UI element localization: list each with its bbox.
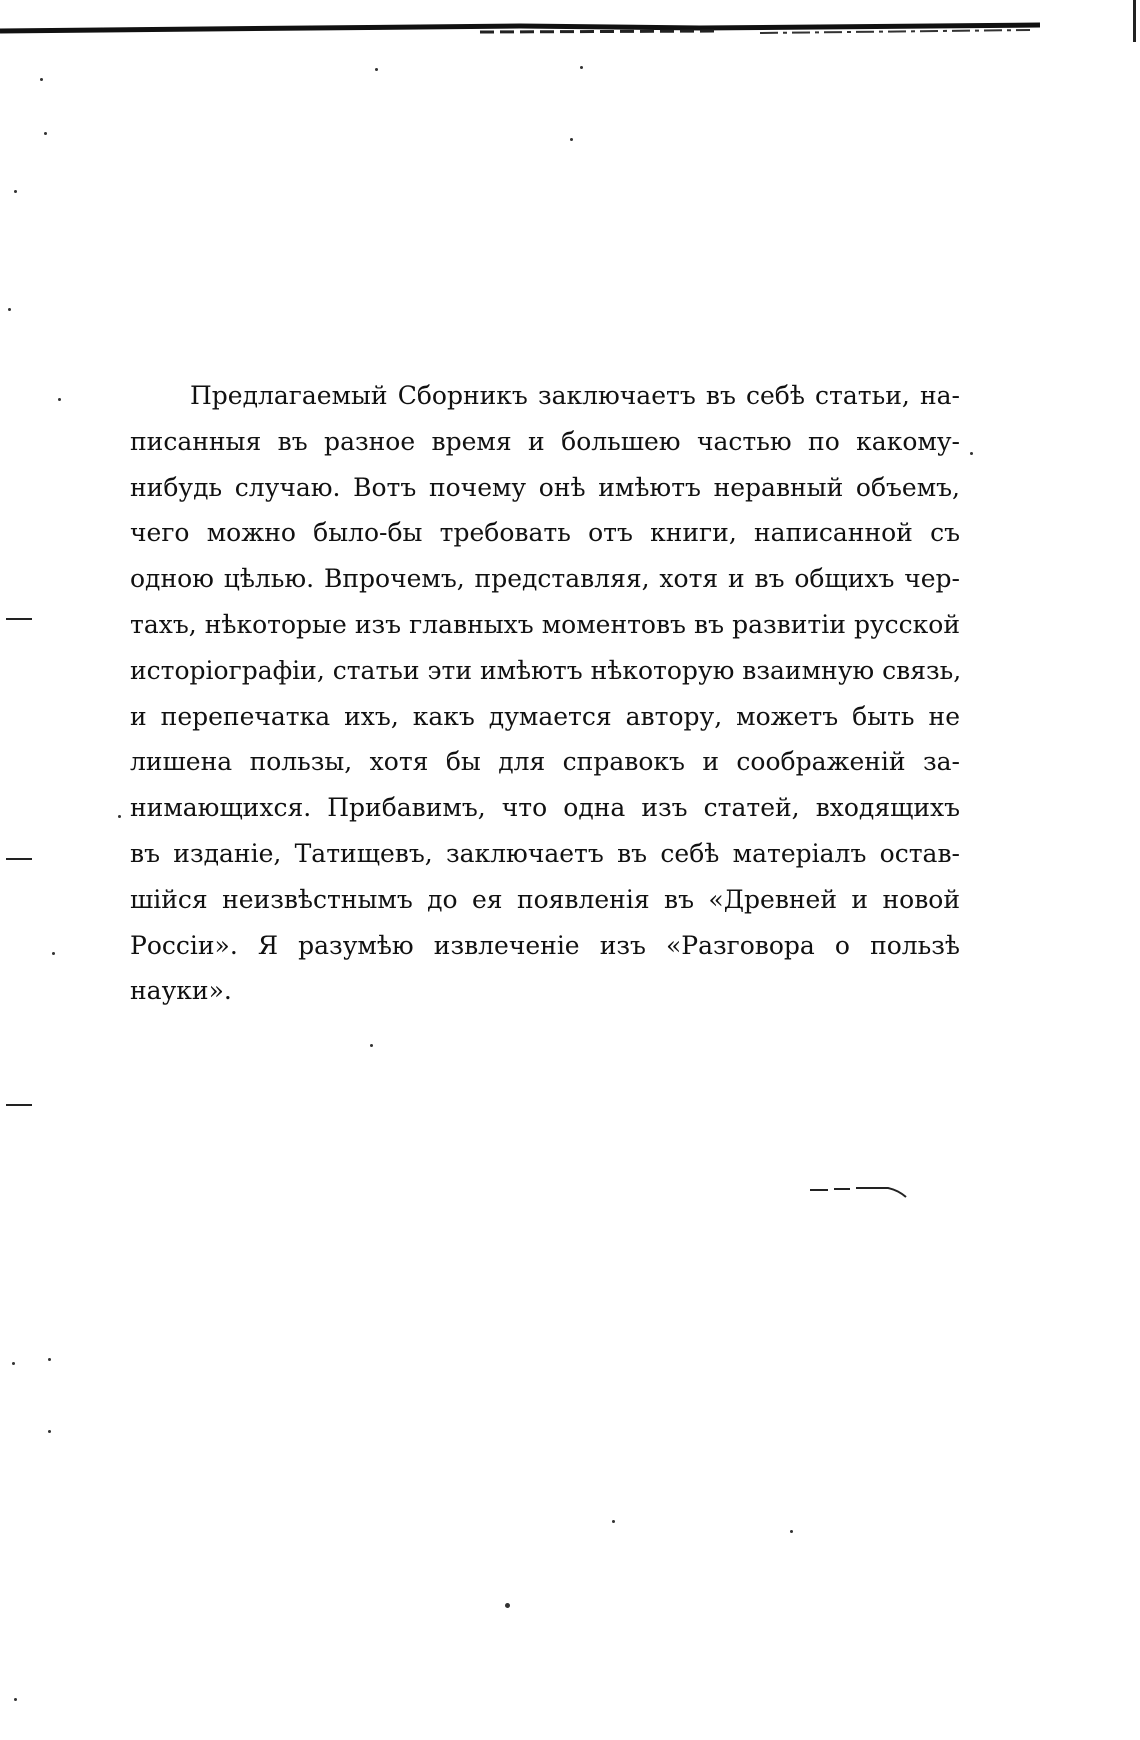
scan-speck — [14, 1698, 17, 1701]
margin-mark — [6, 1104, 32, 1106]
top-edge-rule — [0, 22, 1040, 36]
margin-mark — [6, 618, 32, 620]
closing-flourish — [810, 1184, 910, 1200]
scan-speck — [375, 68, 378, 71]
text-line: нимающихся. Прибавимъ, что одна изъ статей, входящихъ — [130, 793, 960, 823]
margin-mark — [6, 858, 32, 860]
scan-speck — [44, 132, 47, 135]
text-line: Предлагаемый Сборникъ заключаетъ въ себѣ статьи, на- — [190, 381, 960, 410]
scan-speck — [14, 190, 17, 193]
text-line: нибудь случаю. Вотъ почему онѣ имѣютъ неравный объемъ, — [130, 472, 960, 502]
scan-speck — [505, 1603, 510, 1608]
scan-speck — [48, 1358, 51, 1361]
text-line: исторіографіи, статьи эти имѣютъ нѣкоторую взаимную связь, — [130, 655, 962, 685]
text-line: одною цѣлью. Впрочемъ, представляя, хотя и въ общихъ чер- — [130, 564, 960, 594]
text-line: въ изданіе, Татищевъ, заключаетъ въ себѣ матеріалъ остав- — [130, 838, 960, 868]
text-line: науки». — [130, 976, 232, 1006]
scan-speck — [570, 138, 573, 141]
scan-speck — [580, 66, 583, 69]
text-line: Россіи». Я разумѣю извлеченіе изъ «Разговора о пользѣ — [130, 930, 960, 960]
scan-speck — [790, 1530, 793, 1533]
scan-speck — [40, 78, 43, 81]
text-line: тахъ, нѣкоторые изъ главныхъ моментовъ въ развитіи русской — [130, 609, 960, 639]
scan-speck — [58, 398, 61, 401]
text-line: лишена пользы, хотя бы для справокъ и соображеній за- — [130, 747, 960, 777]
scan-speck — [370, 1044, 373, 1047]
preface-paragraph — [130, 373, 960, 1014]
page-edge-line — [1133, 0, 1136, 42]
scan-speck — [52, 952, 55, 955]
scan-speck — [48, 1430, 51, 1433]
text-line: чего можно было-бы требовать отъ книги, написанной съ — [130, 518, 960, 548]
scan-speck — [8, 308, 11, 311]
text-line: шійся неизвѣстнымъ до ея появленія въ «Древней и новой — [130, 884, 960, 914]
text-line: и перепечатка ихъ, какъ думается автору, можетъ быть не — [130, 701, 960, 731]
scan-speck — [970, 452, 973, 455]
text-line: писанныя въ разное время и большею частью по какому- — [130, 426, 960, 456]
scan-speck — [612, 1520, 615, 1523]
scan-speck — [12, 1362, 15, 1365]
scan-speck — [118, 815, 121, 818]
